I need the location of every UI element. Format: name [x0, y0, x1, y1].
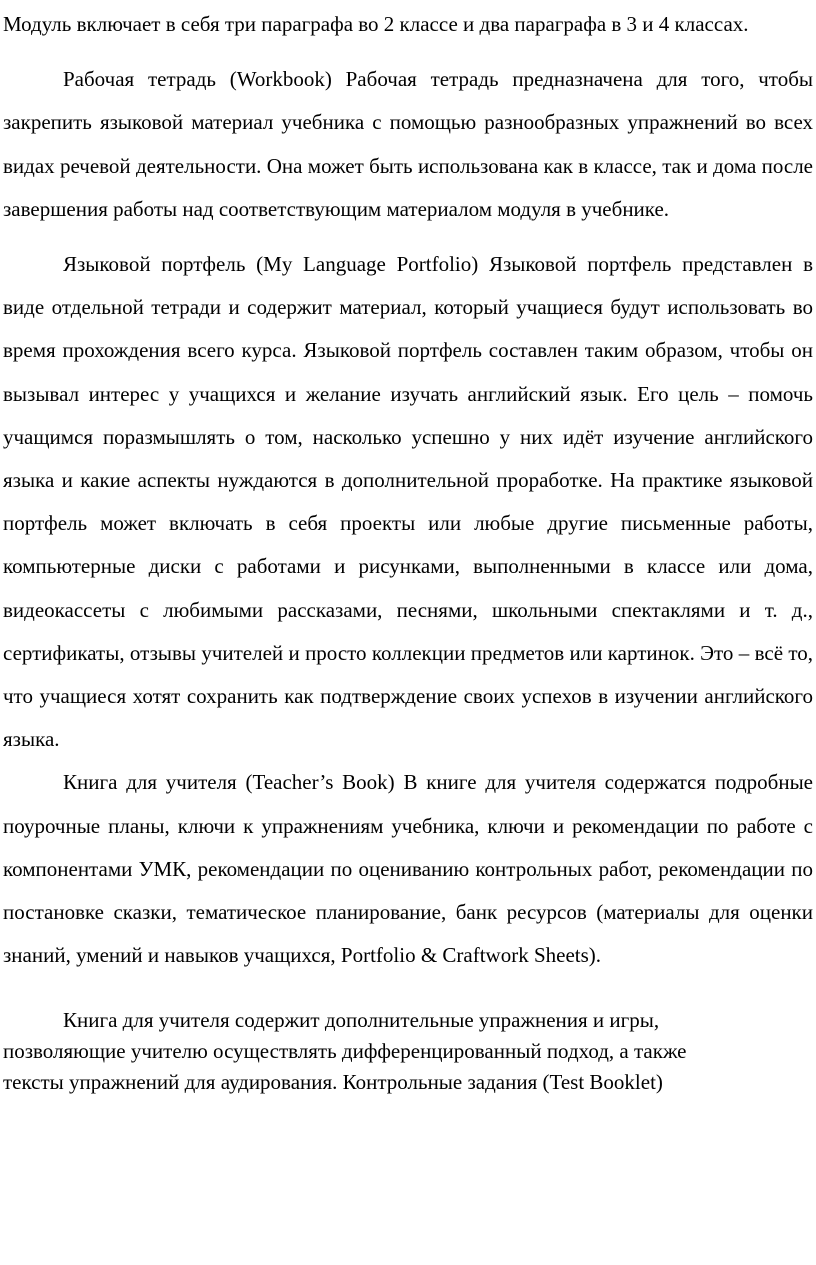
document-page	[3, 0, 813, 1098]
paragraph-language-portfolio: Языковой портфель (My Language Portfolio) Языковой портфель представлен в виде отдельной тетради и содержит материал, который учащиеся будут использовать во время прохождения всего курса. Языковой портфель составлен таким образом, чтобы он вызывал интерес у учащихся и желание изучать английский язык. Его цель – помочь учащимся поразмышлять о том, насколько успешно у них идёт изучение английского языка и какие аспекты нуждаются в дополнительной проработке. На практике языковой портфель может включать в себя проекты или любые другие письменные работы, компьютерные диски с работами и рисунками, выполненными в классе или дома, видеокассеты с любимыми рассказами, песнями, школьными спектаклями и т. д., сертификаты, отзывы учителей и просто коллекции предметов или картинок. Это – всё то, что учащиеся хотят сохранить как подтверждение своих успехов в изучении английского языка.	[3, 252, 813, 752]
paragraph-module-classes: Модуль включает в себя три параграфа во 2 классе и два параграфа в 3 и 4 классах.	[3, 12, 749, 36]
paragraph-teachers-book-extra-line-2: позволяющие учителю осуществлять дифференцированный подход, а также	[3, 1039, 687, 1064]
paragraph-teachers-book: Книга для учителя (Teacher’s Book) В книге для учителя содержатся подробные поурочные планы, ключи к упражнениям учебника, ключи и рекомендации по работе с компонентами УМК, рекомендации по оцениванию контрольных работ, рекомендации по постановке сказки, тематическое планирование, банк ресурсов (материалы для оценки знаний, умений и навыков учащихся, Portfolio & Craftwork Sheets).	[3, 770, 813, 968]
paragraph-teachers-book-extra-line-3: тексты упражнений для аудирования. Контрольные задания (Test Booklet)	[3, 1070, 663, 1095]
paragraph-workbook: Рабочая тетрадь (Workbook) Рабочая тетрадь предназначена для того, чтобы закрепить языковой материал учебника с помощью разнообразных упражнений во всех видах речевой деятельности. Она может быть использована как в классе, так и дома после завершения работы над соответствующим материалом модуля в учебнике.	[3, 67, 813, 221]
paragraph-teachers-book-extra-line-1: Книга для учителя содержит дополнительные упражнения и игры,	[63, 1008, 660, 1033]
